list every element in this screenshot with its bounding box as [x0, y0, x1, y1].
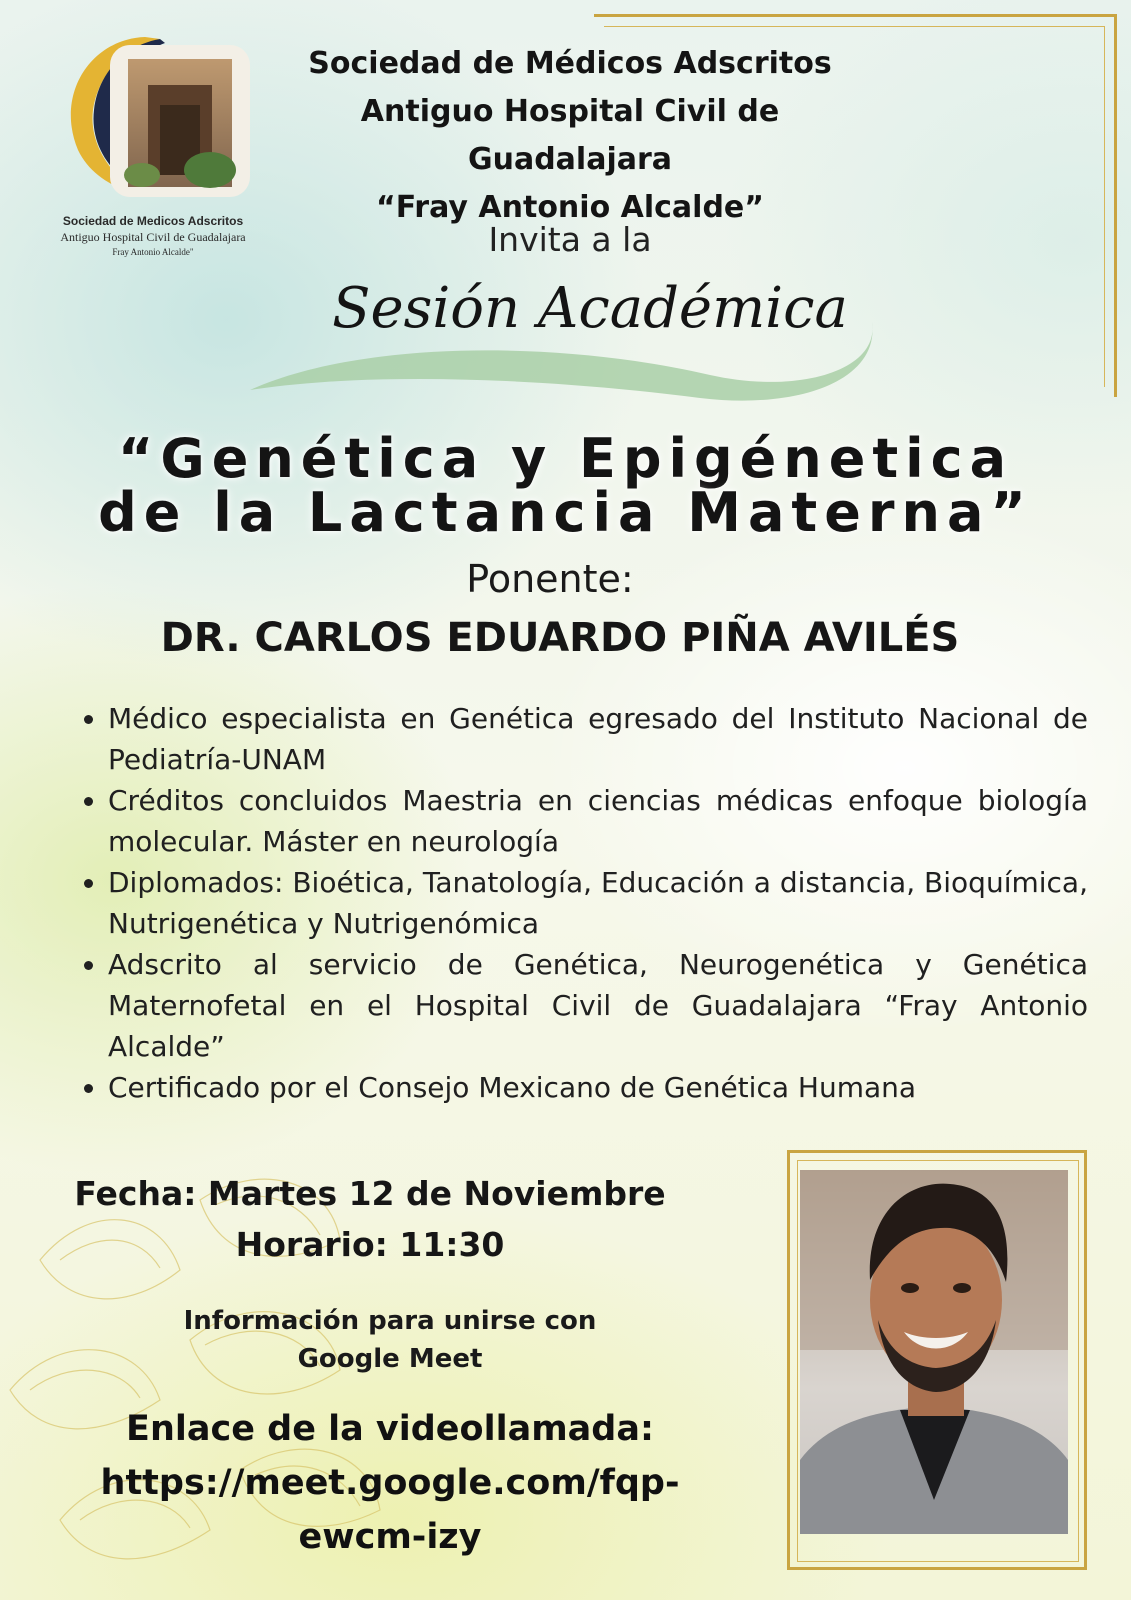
- speaker-name: DR. CARLOS EDUARDO PIÑA AVILÉS: [160, 615, 960, 661]
- video-call-link-line1[interactable]: https://meet.google.com/fqp-: [100, 1463, 680, 1503]
- bio-item: • Médico especialista en Genética egresado del Instituto Nacional de Pediatría-UNAM: [108, 698, 1088, 780]
- video-call-link-line2[interactable]: ewcm-izy: [298, 1517, 482, 1557]
- talk-title: [40, 427, 1091, 544]
- invitation-text: Invita a la: [488, 220, 652, 259]
- organization-line1: Sociedad de Médicos Adscritos: [308, 46, 832, 81]
- event-schedule: [40, 1168, 700, 1270]
- logo-caption: [40, 214, 266, 257]
- bio-item: • Diplomados: Bioética, Tanatología, Educación a distancia, Bioquímica, Nutrigenética y Nutrigenómica: [108, 862, 1088, 944]
- speaker-label: Ponente:: [466, 557, 634, 601]
- speaker-photo: [800, 1170, 1068, 1534]
- bio-item: • Créditos concluidos Maestria en ciencias médicas enfoque biología molecular. Máster en neurología: [108, 780, 1088, 862]
- talk-title-line2: de la Lactancia Materna”: [98, 481, 1033, 544]
- video-call-link-block: [40, 1402, 740, 1564]
- event-date: Fecha: Martes 12 de Noviembre: [74, 1174, 666, 1213]
- video-call-link-label: Enlace de la videollamada:: [126, 1409, 654, 1449]
- logo-caption-line1: Sociedad de Medicos Adscritos: [62, 214, 244, 228]
- organization-line3: “Fray Antonio Alcalde”: [376, 190, 764, 225]
- logo-caption-line3: Fray Antonio Alcalde": [112, 247, 194, 257]
- bio-item: • Adscrito al servicio de Genética, Neurogenética y Genética Maternofetal en el Hospital Civil de Guadalajara “Fray Antonio Alcalde”: [108, 944, 1088, 1067]
- meet-info-line2: Google Meet: [297, 1344, 483, 1374]
- bio-item: • Certificado por el Consejo Mexicano de Genética Humana: [108, 1067, 1088, 1108]
- talk-title-line1: “Genética y Epigénetica: [117, 427, 1014, 490]
- logo-caption-line2: Antiguo Hospital Civil de Guadalajara: [60, 230, 246, 244]
- speaker-bio-list: [74, 698, 1088, 1108]
- session-title: Sesión Académica: [332, 276, 848, 341]
- meet-info-line1: Información para unirse con: [183, 1306, 597, 1336]
- meet-info: [110, 1302, 670, 1378]
- event-time: Horario: 11:30: [235, 1225, 505, 1264]
- organization-line2: Antiguo Hospital Civil de Guadalajara: [360, 94, 780, 177]
- organization-heading: [270, 40, 870, 232]
